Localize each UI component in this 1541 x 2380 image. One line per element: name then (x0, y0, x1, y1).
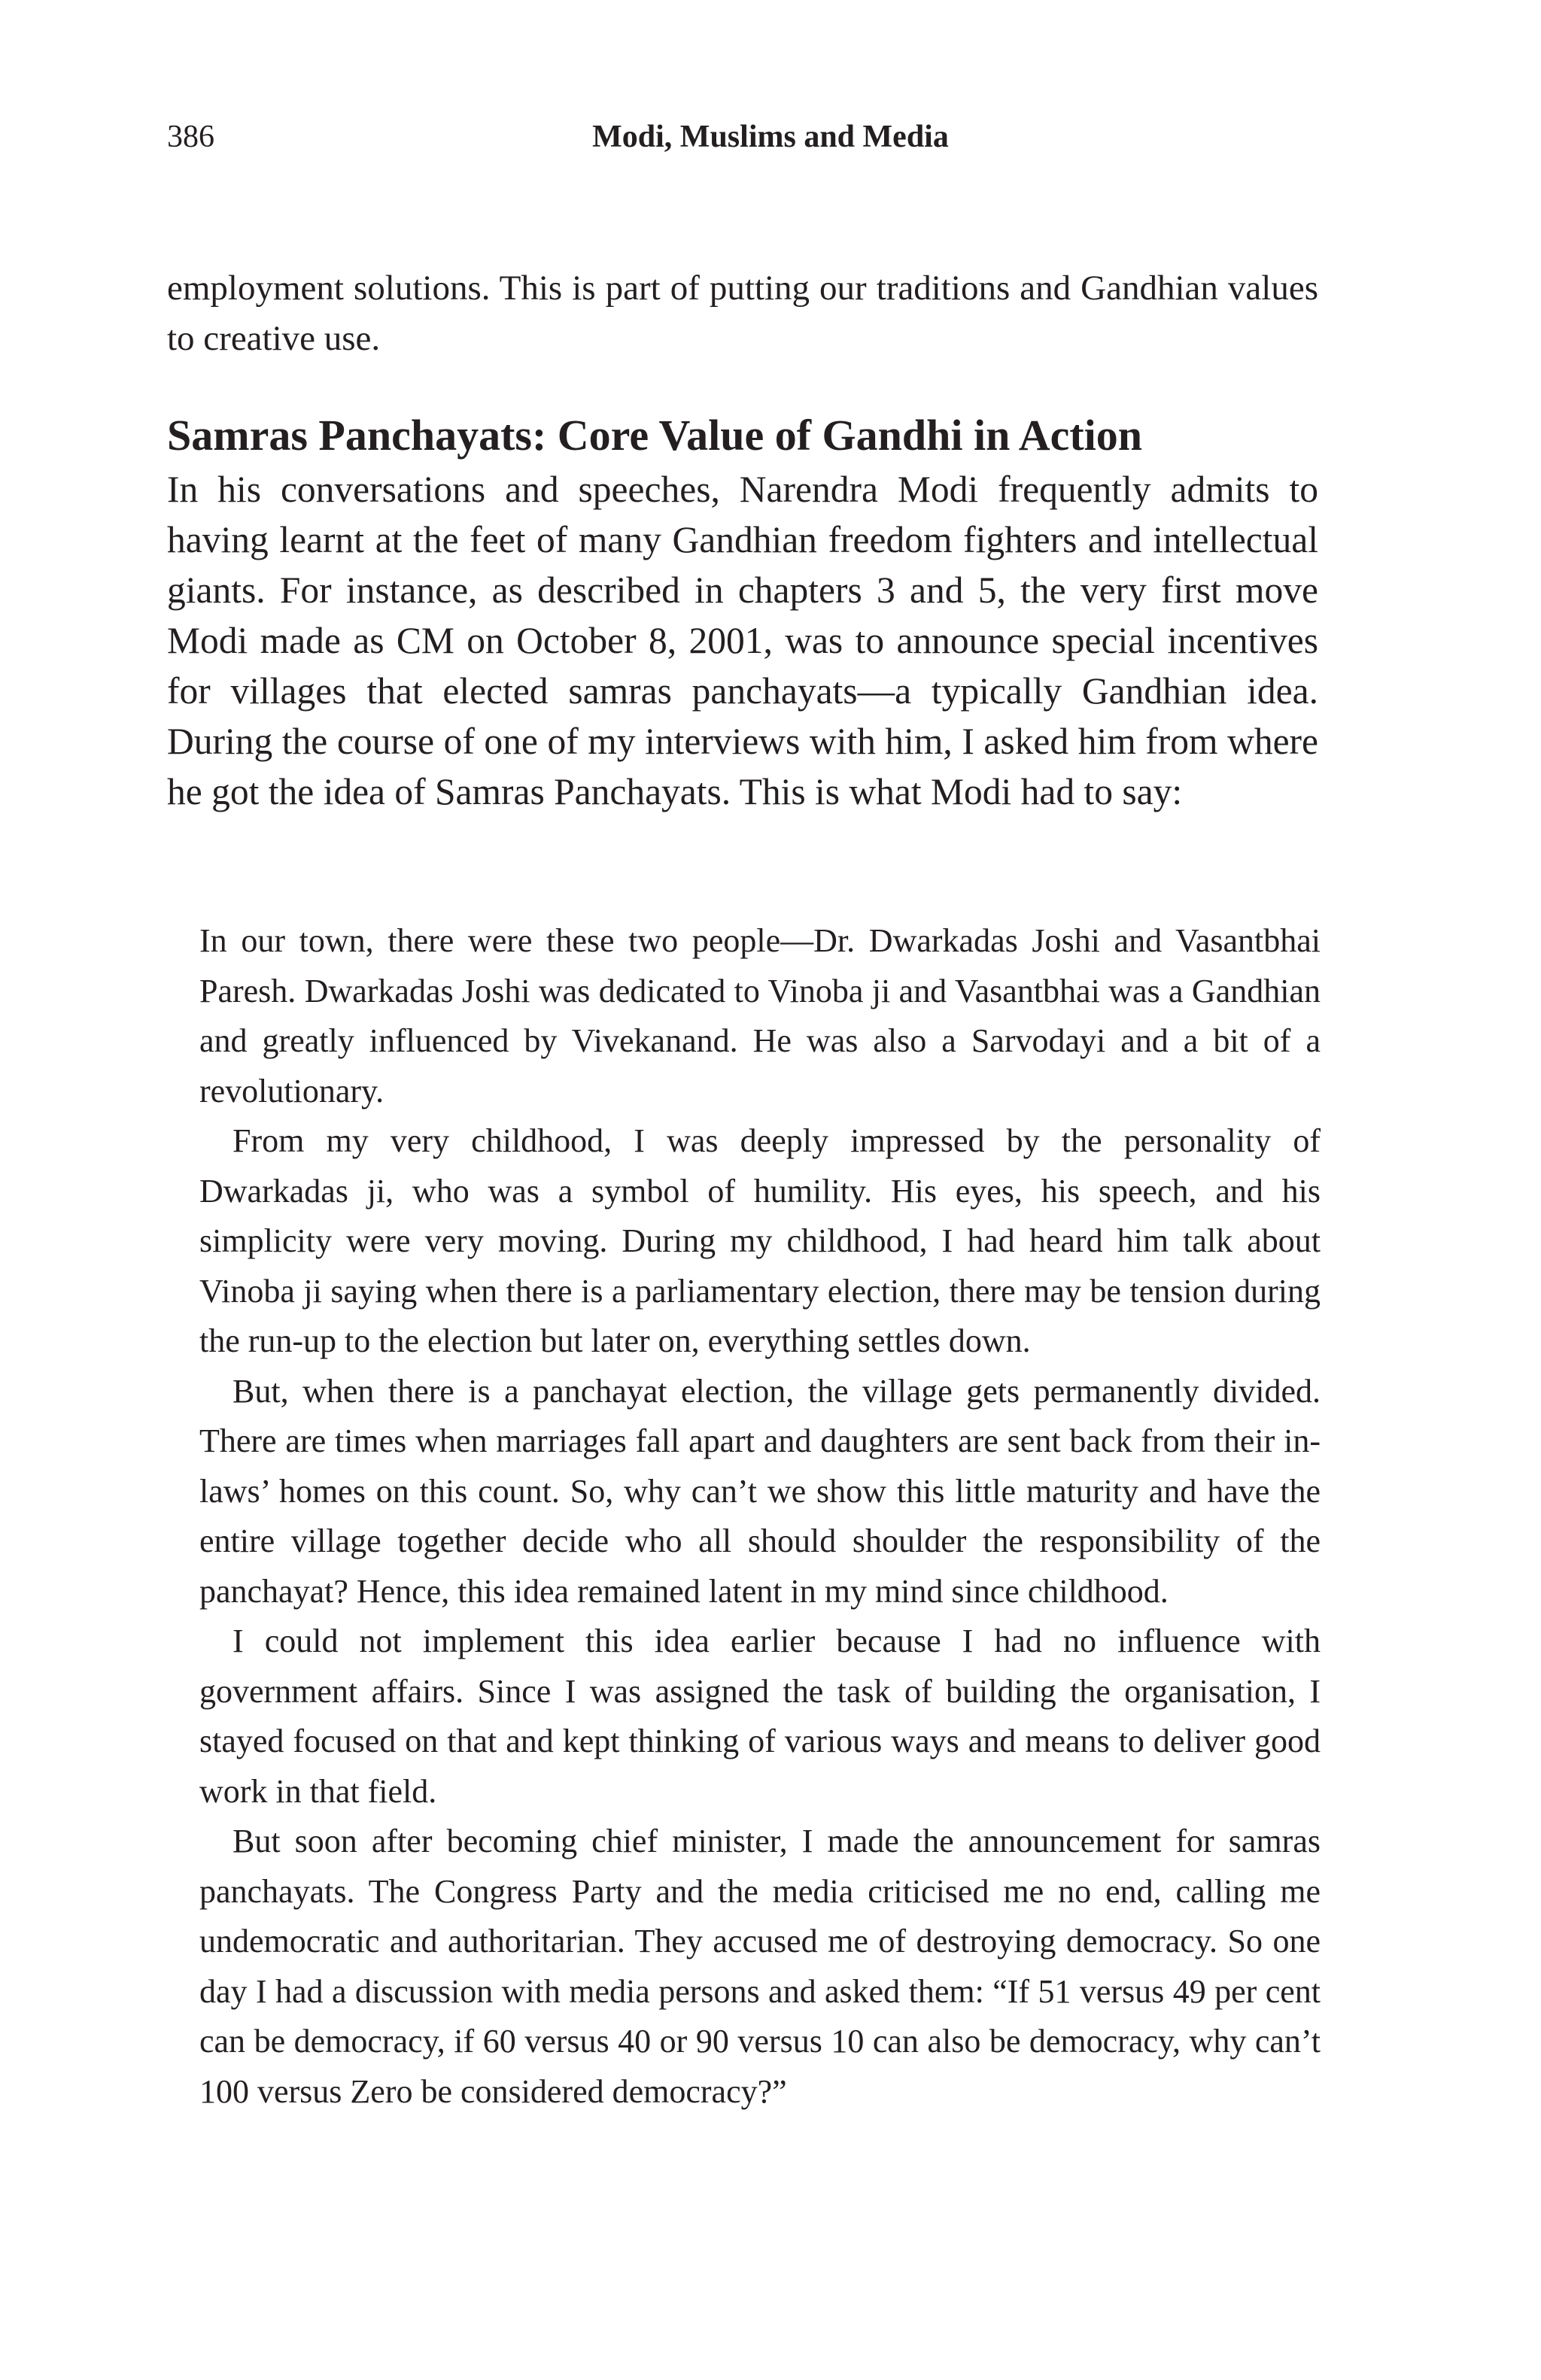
quote-paragraph: But soon after becoming chief minister, I made the announcement for samras panchayats. The Congress Party and the media criticised me no end, calling me undemocratic and authoritarian. They accused me of destroying democracy. So one day I had a discussion with media persons and asked them: “If 51 versus 49 per cent can be democracy, if 60 versus 40 or 90 versus 10 can also be democracy, why can’t 100 versus Zero be considered democracy?” (199, 1823, 1321, 2110)
section-body-block (167, 464, 1318, 817)
intro-paragraph-block (167, 263, 1318, 364)
running-head (0, 119, 1541, 164)
intro-paragraph: employment solutions. This is part of putting our traditions and Gandhian values to creative use. (167, 269, 1318, 358)
quote-paragraph: But, when there is a panchayat election, the village gets permanently divided. There are times when marriages fall apart and daughters are sent back from their in-laws’ homes on this count. So, why can’t we show this little maturity and have the entire village together decide who all should shoulder the responsibility of the panchayat? Hence, this idea remained latent in my mind since childhood. (199, 1372, 1321, 1610)
section-heading: Samras Panchayats: Core Value of Gandhi in Action (167, 411, 1143, 460)
section-body-paragraph: In his conversations and speeches, Narendra Modi frequently admits to having learnt at the feet of many Gandhian freedom fighters and intellectual giants. For instance, as described in chapters 3 and 5, the very first move Modi made as CM on October 8, 2001, was to announce special incentives for villages that elected samras panchayats—a typically Gandhian idea. During the course of one of my interviews with him, I asked him from where he got the idea of Samras Panchayats. This is what Modi had to say: (167, 469, 1318, 812)
page-number: 386 (167, 120, 214, 154)
running-title: Modi, Muslims and Media (592, 120, 949, 154)
quote-paragraph: In our town, there were these two people—Dr. Dwarkadas Joshi and Vasantbhai Paresh. Dwarkadas Joshi was dedicated to Vinoba ji and Vasantbhai was a Gandhian and greatly influenced by Vivekanand. He was also a Sarvodayi and a bit of a revolutionary. (199, 922, 1321, 1110)
block-quote (199, 916, 1321, 2117)
quote-paragraph: I could not implement this idea earlier because I had no influence with government affairs. Since I was assigned the task of building the organisation, I stayed focused on that and kept thinking of various ways and means to deliver good work in that field. (199, 1623, 1321, 1810)
quote-paragraph: From my very childhood, I was deeply impressed by the personality of Dwarkadas ji, who was a symbol of humility. His eyes, his speech, and his simplicity were very moving. During my childhood, I had heard him talk about Vinoba ji saying when there is a parliamentary election, there may be tension during the run-up to the election but later on, everything settles down. (199, 1122, 1321, 1359)
